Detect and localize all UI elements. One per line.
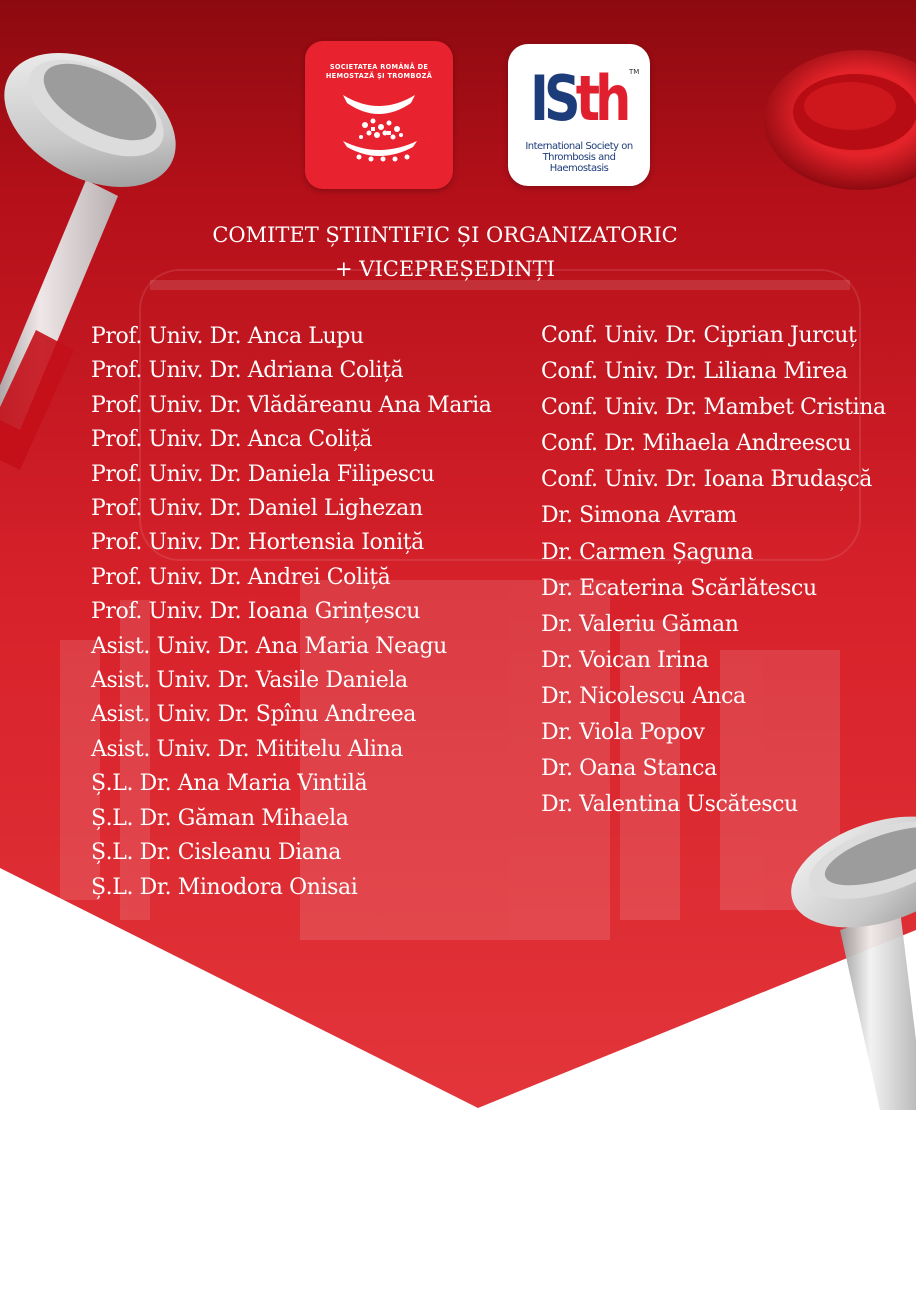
- member-name: Dr. Voican Irina: [541, 647, 709, 673]
- member-name: Prof. Univ. Dr. Hortensia Ioniță: [91, 530, 424, 556]
- member-name: Asist. Univ. Dr. Spînu Andreea: [91, 702, 416, 728]
- title-line1: COMITET ȘTIINTIFIC ȘI ORGANIZATORIC: [212, 223, 678, 247]
- member-name: Prof. Univ. Dr. Ioana Grințescu: [91, 599, 421, 625]
- member-name: Conf. Univ. Dr. Ioana Brudașcă: [541, 467, 872, 493]
- isth-sub-line2: Thrombosis and Haemostasis: [542, 152, 616, 174]
- member-name: Dr. Viola Popov: [541, 720, 705, 746]
- member-name: Dr. Oana Stanca: [541, 756, 717, 782]
- isth-logo: [508, 44, 650, 186]
- isth-trademark: TM: [629, 68, 640, 76]
- member-name: Prof. Univ. Dr. Andrei Coliță: [91, 564, 391, 590]
- members-right-column: [541, 318, 886, 823]
- member-name: Ș.L. Dr. Ana Maria Vintilă: [91, 771, 368, 797]
- member-name: Dr. Simona Avram: [541, 503, 737, 529]
- isth-th: th: [575, 62, 627, 135]
- member-name: Dr. Valentina Uscătescu: [541, 792, 798, 818]
- member-name: Prof. Univ. Dr. Daniel Lighezan: [91, 496, 423, 522]
- member-name: Ș.L. Dr. Minodora Onisai: [91, 874, 358, 900]
- member-name: Asist. Univ. Dr. Ana Maria Neagu: [91, 633, 447, 659]
- member-name: Conf. Univ. Dr. Liliana Mirea: [541, 359, 848, 385]
- srht-line2: HEMOSTAZĂ ȘI TROMBOZĂ: [325, 72, 433, 80]
- member-name: Prof. Univ. Dr. Daniela Filipescu: [91, 461, 435, 487]
- member-name: Asist. Univ. Dr. Mititelu Alina: [91, 736, 403, 762]
- isth-is: IS: [530, 62, 576, 135]
- srht-line1: SOCIETATEA ROMÂNĂ DE: [329, 63, 429, 71]
- isth-wordmark: [530, 62, 627, 135]
- isth-sub-line1: International Society on: [525, 141, 633, 152]
- members-left-column: [91, 320, 492, 905]
- member-name: Conf. Univ. Dr. Mambet Cristina: [541, 395, 886, 421]
- member-name: Ș.L. Dr. Găman Mihaela: [91, 805, 349, 831]
- member-name: Conf. Univ. Dr. Ciprian Jurcuț: [541, 323, 857, 348]
- member-name: Prof. Univ. Dr. Anca Lupu: [91, 324, 364, 349]
- member-name: Dr. Ecaterina Scărlătescu: [541, 575, 817, 601]
- isth-subtitle: [516, 141, 642, 174]
- srht-logo: [305, 41, 453, 189]
- member-name: Dr. Nicolescu Anca: [541, 683, 746, 709]
- member-name: Conf. Dr. Mihaela Andreescu: [541, 431, 852, 457]
- page-title: [0, 218, 890, 286]
- member-name: Prof. Univ. Dr. Anca Coliță: [91, 427, 372, 453]
- member-name: Asist. Univ. Dr. Vasile Daniela: [91, 668, 408, 694]
- title-line2: + VICEPREȘEDINȚI: [335, 257, 555, 281]
- blood-flow-icon: [305, 41, 453, 189]
- member-name: Prof. Univ. Dr. Adriana Coliță: [91, 358, 404, 384]
- member-name: Dr. Valeriu Găman: [541, 611, 739, 637]
- member-name: Prof. Univ. Dr. Vlădăreanu Ana Maria: [91, 392, 492, 418]
- member-name: Ș.L. Dr. Cisleanu Diana: [91, 840, 341, 866]
- member-name: Dr. Carmen Șaguna: [541, 539, 754, 565]
